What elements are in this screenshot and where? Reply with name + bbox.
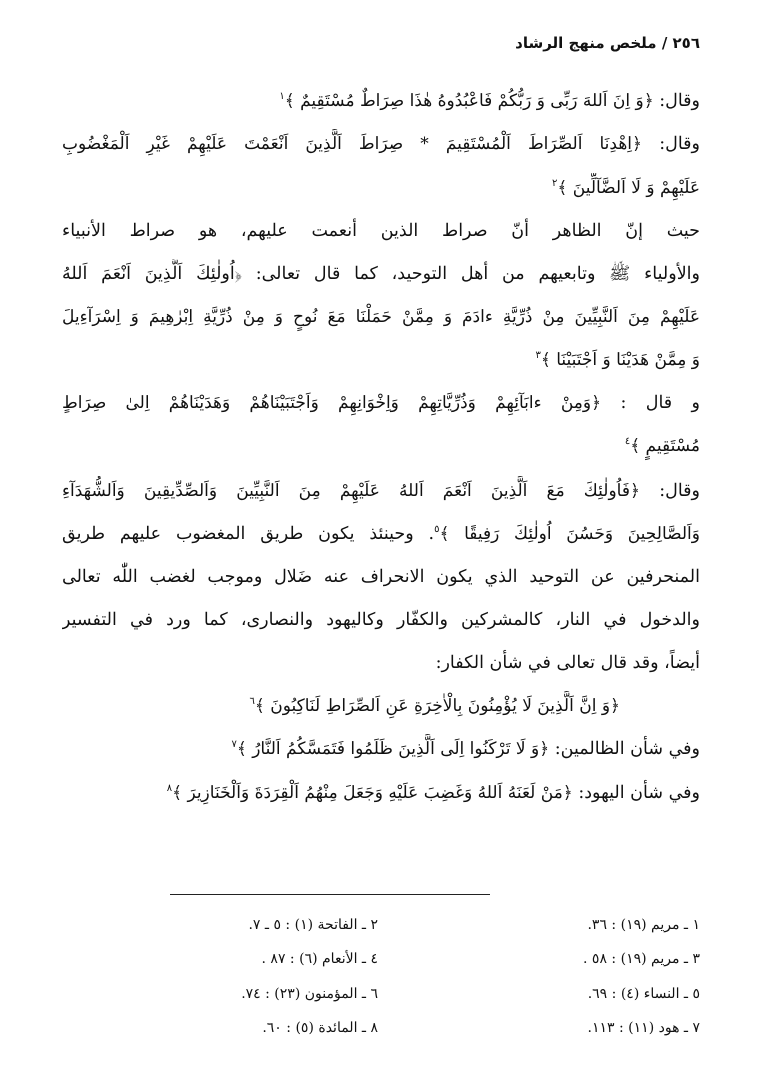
text-line: و قال : ﴿وَمِنْ ءابَآئِهِمْ وَذُرِّيَّاتِهِمْ وَاِخْوَانِهِمْ وَاَجْتَبَيْنَاهُمْ وَهَدَيْنَاهُمْ اِلىٰ صِرَاطٍ [62, 393, 700, 413]
footnote: ٣ ـ مريم (١٩) : ٥٨ . [583, 951, 700, 967]
footnote-ref: ٤ [624, 436, 631, 448]
footnote-ref: ٣ [535, 350, 541, 362]
footnote-ref: ٥ [434, 524, 440, 536]
footnote: ٢ ـ الفاتحة (١) : ٥ ـ ٧. [248, 917, 378, 933]
text-line [62, 691, 620, 721]
footnote-ref: ٢ [552, 178, 558, 190]
quran-verse: ﴿وَ اِنَّ اَلَّذِينَ لَا يُؤْمِنُونَ بِالْاٰخِرَةِ عَنِ اَلصِّرَاطِ لَنَاكِبُونَ ﴾ [254, 696, 620, 716]
quran-verse: ﴿فَاُولٰئِكَ مَعَ اَلَّذِينَ اَنْعَمَ اَللهُ عَلَيْهِمْ مِنَ اَلنَّبِيِّينَ وَاَلصِّدِّيقِينَ وَاَلشُّهَدَآءِ [62, 481, 640, 501]
header-separator: / [661, 34, 668, 52]
page-number: ٢٥٦ [672, 34, 700, 52]
text-line [62, 431, 700, 461]
quran-verse: ﴿وَمِنْ ءابَآئِهِمْ وَذُرِّيَّاتِهِمْ وَاِخْوَانِهِمْ وَاَجْتَبَيْنَاهُمْ وَهَدَيْنَاهُمْ اِلىٰ صِرَاطٍ [62, 393, 602, 413]
footnote-divider [170, 894, 490, 895]
text-line: والدخول في النار، كالمشركين والكفّار وكاليهود والنصارى، كما ورد في التفسير [62, 610, 700, 630]
text-line [62, 173, 700, 203]
footnote: ٨ ـ المائدة (٥) : ٦٠. [262, 1020, 378, 1036]
text-line [62, 302, 700, 332]
quran-verse: عَلَيْهِمْ مِنَ اَلنَّبِيِّينَ مِنْ ذُرِّيَّةِ ءادَمَ وَ مِمَّنْ حَمَلْنَا مَعَ نُوحٍ وَ مِنْ ذُرِّيَّةِ اِبْرٰهِيمَ وَ اِسْرَآءِيلَ [62, 307, 700, 327]
footnote-ref: ١ [279, 91, 285, 103]
running-header [515, 34, 700, 52]
quran-verse: عَلَيْهِمْ وَ لَا اَلضَّآلِّينَ ﴾ [557, 178, 700, 198]
footnote: ٤ ـ الأنعام (٦) : ٨٧ . [261, 951, 378, 967]
text-line: حيث إنّ الظاهر أنّ صراط الذين أنعمت عليهم، هو صراط الأنبياء [62, 221, 700, 241]
text-line: والأولياء ﷺ وتابعيهم من أهل التوحيد، كما قال تعالى: ﴿اُولٰئِكَ اَلَّذِينَ اَنْعَمَ اَللهُ [62, 264, 700, 284]
quran-verse: ﴿اِهْدِنَا اَلصِّرَاطَ اَلْمُسْتَقِيمَ * صِرَاطَ اَلَّذِينَ اَنْعَمْتَ عَلَيْهِمْ غَيْرِ اَلْمَغْضُوبِ [62, 134, 642, 154]
quran-verse: ﴿مَنْ لَعَنَهُ اَللهُ وَغَضِبَ عَلَيْهِ وَجَعَلَ مِنْهُمُ اَلْقِرَدَةَ وَاَلْخَنَازِيرَ ﴾ [172, 783, 573, 803]
footnote: ٦ ـ المؤمنون (٢٣) : ٧٤. [241, 986, 378, 1002]
text-line: وَاَلصَّالِحِينَ وَحَسُنَ اُولٰئِكَ رَفِيقًا ﴾$^٥$. وحينئذ يكون طريق المغضوب عليهم طريق [62, 524, 700, 544]
text-line: المنحرفين عن التوحيد الذي يكون الانحراف عنه ضَلال وموجب لغضب اللّٰه تعالى [62, 567, 700, 587]
text-line: وقال: ﴿وَ اِنَ اَللهَ رَبِّى وَ رَبُّكُمْ فَاعْبُدُوهُ هٰذَا صِرَاطٌ مُسْتَقِيمٌ ﴾$^١$ [279, 91, 700, 111]
text-line: أيضاً، وقد قال تعالى في شأن الكفار: [435, 653, 700, 673]
text-line [62, 345, 700, 375]
footnote: ٥ ـ النساء (٤) : ٦٩. [587, 986, 700, 1002]
quran-verse: وَاَلصَّالِحِينَ وَحَسُنَ اُولٰئِكَ رَفِيقًا ﴾ [439, 524, 700, 544]
text-line: وفي شأن الظالمين: ﴿وَ لَا تَرْكَنُوا اِلَى اَلَّذِينَ ظَلَمُوا فَتَمَسَّكُمُ اَلنَّارُ ﴾$^٧$ [231, 739, 700, 759]
book-title: ملخص منهج الرشاد [515, 34, 657, 52]
text-line: وقال: ﴿فَاُولٰئِكَ مَعَ اَلَّذِينَ اَنْعَمَ اَللهُ عَلَيْهِمْ مِنَ اَلنَّبِيِّينَ وَاَلصِّدِّيقِينَ وَاَلشُّهَدَآءِ [62, 481, 700, 501]
quran-verse: ﴿وَ اِنَ اَللهَ رَبِّى وَ رَبُّكُمْ فَاعْبُدُوهُ هٰذَا صِرَاطٌ مُسْتَقِيمٌ ﴾ [284, 91, 654, 111]
footnote-ref: ٨ [166, 783, 173, 795]
footnote: ٧ ـ هود (١١) : ١١٣. [587, 1020, 700, 1036]
footnote-ref: ٧ [231, 739, 237, 751]
text-line: وفي شأن اليهود: ﴿مَنْ لَعَنَهُ اَللهُ وَغَضِبَ عَلَيْهِ وَجَعَلَ مِنْهُمُ اَلْقِرَدَةَ وَاَلْخَنَازِيرَ ﴾$^٨$ [166, 783, 700, 803]
quran-verse: ﴿وَ لَا تَرْكَنُوا اِلَى اَلَّذِينَ ظَلَمُوا فَتَمَسَّكُمُ اَلنَّارُ ﴾ [236, 739, 550, 759]
text-line: وقال: ﴿اِهْدِنَا اَلصِّرَاطَ اَلْمُسْتَقِيمَ * صِرَاطَ اَلَّذِينَ اَنْعَمْتَ عَلَيْهِمْ غَيْرِ اَلْمَغْضُوبِ [62, 134, 700, 154]
footnote: ١ ـ مريم (١٩) : ٣٦. [587, 917, 700, 933]
quran-verse: مُسْتَقِيمٍ ﴾ [630, 436, 700, 456]
footnote-ref: ٦ [249, 696, 255, 708]
quran-verse: وَ مِمَّنْ هَدَيْنَا وَ اَجْتَبَيْنَا ﴾ [540, 350, 700, 370]
book-page [62, 30, 700, 1060]
